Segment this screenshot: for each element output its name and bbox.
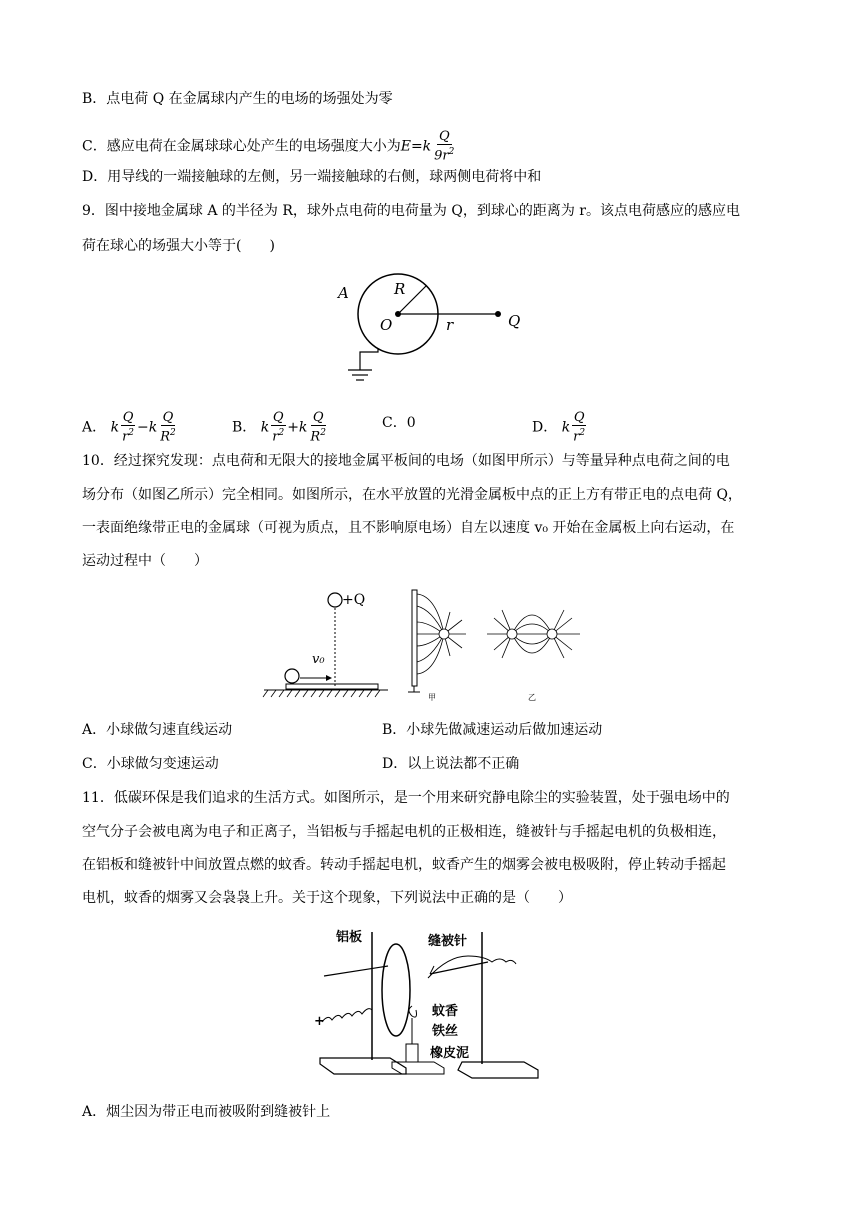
ground-wire xyxy=(360,348,378,370)
q9-label-r-radius: R xyxy=(394,280,406,298)
q9-label-r-distance: r xyxy=(446,316,454,334)
left-stand-base xyxy=(320,1058,406,1074)
q8-option-c xyxy=(82,130,457,163)
q10-stem-line1: 10．经过探究发现：点电荷和无限大的接地金属平板间的电场（如图甲所示）与等量异种点电荷之间的电 xyxy=(82,453,730,469)
q9-option-a: A． k $\frac{Q}{r^2}$ −k $\frac{Q}{R^2}$ xyxy=(82,410,176,445)
q10-stem-line2: 场分布（如图乙所示）完全相同。如图所示，在水平放置的光滑金属板中点的正上方有带正电的点电荷 Q， xyxy=(82,487,742,503)
wire-coil xyxy=(322,1009,372,1022)
field-lines-yi xyxy=(487,610,580,658)
q9-option-c: C．0 xyxy=(382,415,416,431)
q10-label-jia: 甲 xyxy=(428,693,436,702)
q10-option-c: C．小球做匀变速运动 xyxy=(82,756,219,772)
needle-wire xyxy=(428,956,516,978)
q9-stem-line1: 9．图中接地金属球 A 的半径为 R，球外点电荷的电荷量为 Q，到球心的距离为 r。该点电荷感应的感应电 xyxy=(82,203,740,219)
q10-label-v0: v₀ xyxy=(312,652,325,667)
moving-ball xyxy=(285,669,299,683)
q10-option-d: D．以上说法都不正确 xyxy=(382,756,520,772)
q9-label-q: Q xyxy=(508,312,521,330)
q9-label-o: O xyxy=(380,316,393,334)
q11-stem-line2: 空气分子会被电离为电子和正离子，当铝板与手摇起电机的正极相连，缝被针与手摇起电机的负极相连， xyxy=(82,824,726,840)
q10-option-b: B．小球先做减速运动后做加速运动 xyxy=(382,722,603,738)
grounded-plate xyxy=(412,590,417,686)
q11-label-aluminum: 铝板 xyxy=(336,930,363,945)
clay-block xyxy=(406,1044,418,1062)
q8-option-c-fraction xyxy=(432,130,456,163)
q10-option-a: A．小球做匀速直线运动 xyxy=(82,722,233,738)
q9-option-d: D． k $\frac{Q}{r^2}$ xyxy=(532,410,586,445)
q11-stem-line1: 11．低碳环保是我们追求的生活方式。如图所示，是一个用来研究静电除尘的实验装置，处于强电场中的 xyxy=(82,790,730,806)
q10-stem-line4: 运动过程中（ ） xyxy=(82,553,208,569)
q11-option-a: A．烟尘因为带正电而被吸附到缝被针上 xyxy=(82,1104,331,1120)
clamp-arm xyxy=(324,966,388,976)
q11-label-incense: 蚊香 xyxy=(432,1004,459,1019)
charge-dot xyxy=(495,311,501,317)
q11-label-wire: 铁丝 xyxy=(432,1024,459,1039)
q11-label-plus: + xyxy=(314,1014,325,1029)
q10-stem-line3: 一表面绝缘带正电的金属球（可视为质点，且不影响原电场）自左以速度 v₀ 开始在金属板上向右运动，在 xyxy=(82,520,735,536)
q8-option-d: D．用导线的一端接触球的左侧，另一端接触球的右侧，球两侧电荷将中和 xyxy=(82,169,542,185)
q9-option-b: B． k $\frac{Q}{r^2}$ +k $\frac{Q}{R^2}$ xyxy=(232,410,326,445)
aluminum-plate xyxy=(382,944,410,1036)
q8-option-b: B．点电荷 Q 在金属球内产生的电场的场强处为零 xyxy=(82,91,393,107)
q10-label-yi: 乙 xyxy=(528,693,536,702)
q8-c-denominator: $9r^2$ xyxy=(434,147,455,164)
q8-option-c-formula-prefix: E=k xyxy=(400,138,432,155)
q8-c-numerator: Q xyxy=(438,129,450,144)
q11-label-needle: 缝被针 xyxy=(428,934,468,949)
q8-option-c-text: C．感应电荷在金属球球心处产生的电场强度大小为 xyxy=(82,138,401,155)
center-dot xyxy=(395,311,401,317)
incense-coil xyxy=(409,1006,417,1017)
q10-label-plus-q: +Q xyxy=(342,592,366,608)
q9-stem-line2: 荷在球心的场强大小等于( ) xyxy=(82,238,275,254)
q11-stem-line4: 电机，蚊香的烟雾又会袅袅上升。关于这个现象，下列说法中正确的是（ ） xyxy=(82,890,572,906)
q9-label-a: A xyxy=(338,284,349,302)
point-charge-q xyxy=(328,593,342,607)
metal-plate xyxy=(286,684,378,689)
right-stand-base xyxy=(458,1062,538,1078)
q11-stem-line3: 在铝板和缝被针中间放置点燃的蚊香。转动手摇起电机，蚊香产生的烟雾会被电极吸附，停止转动手摇起 xyxy=(82,857,726,873)
q11-label-clay: 橡皮泥 xyxy=(430,1046,470,1061)
